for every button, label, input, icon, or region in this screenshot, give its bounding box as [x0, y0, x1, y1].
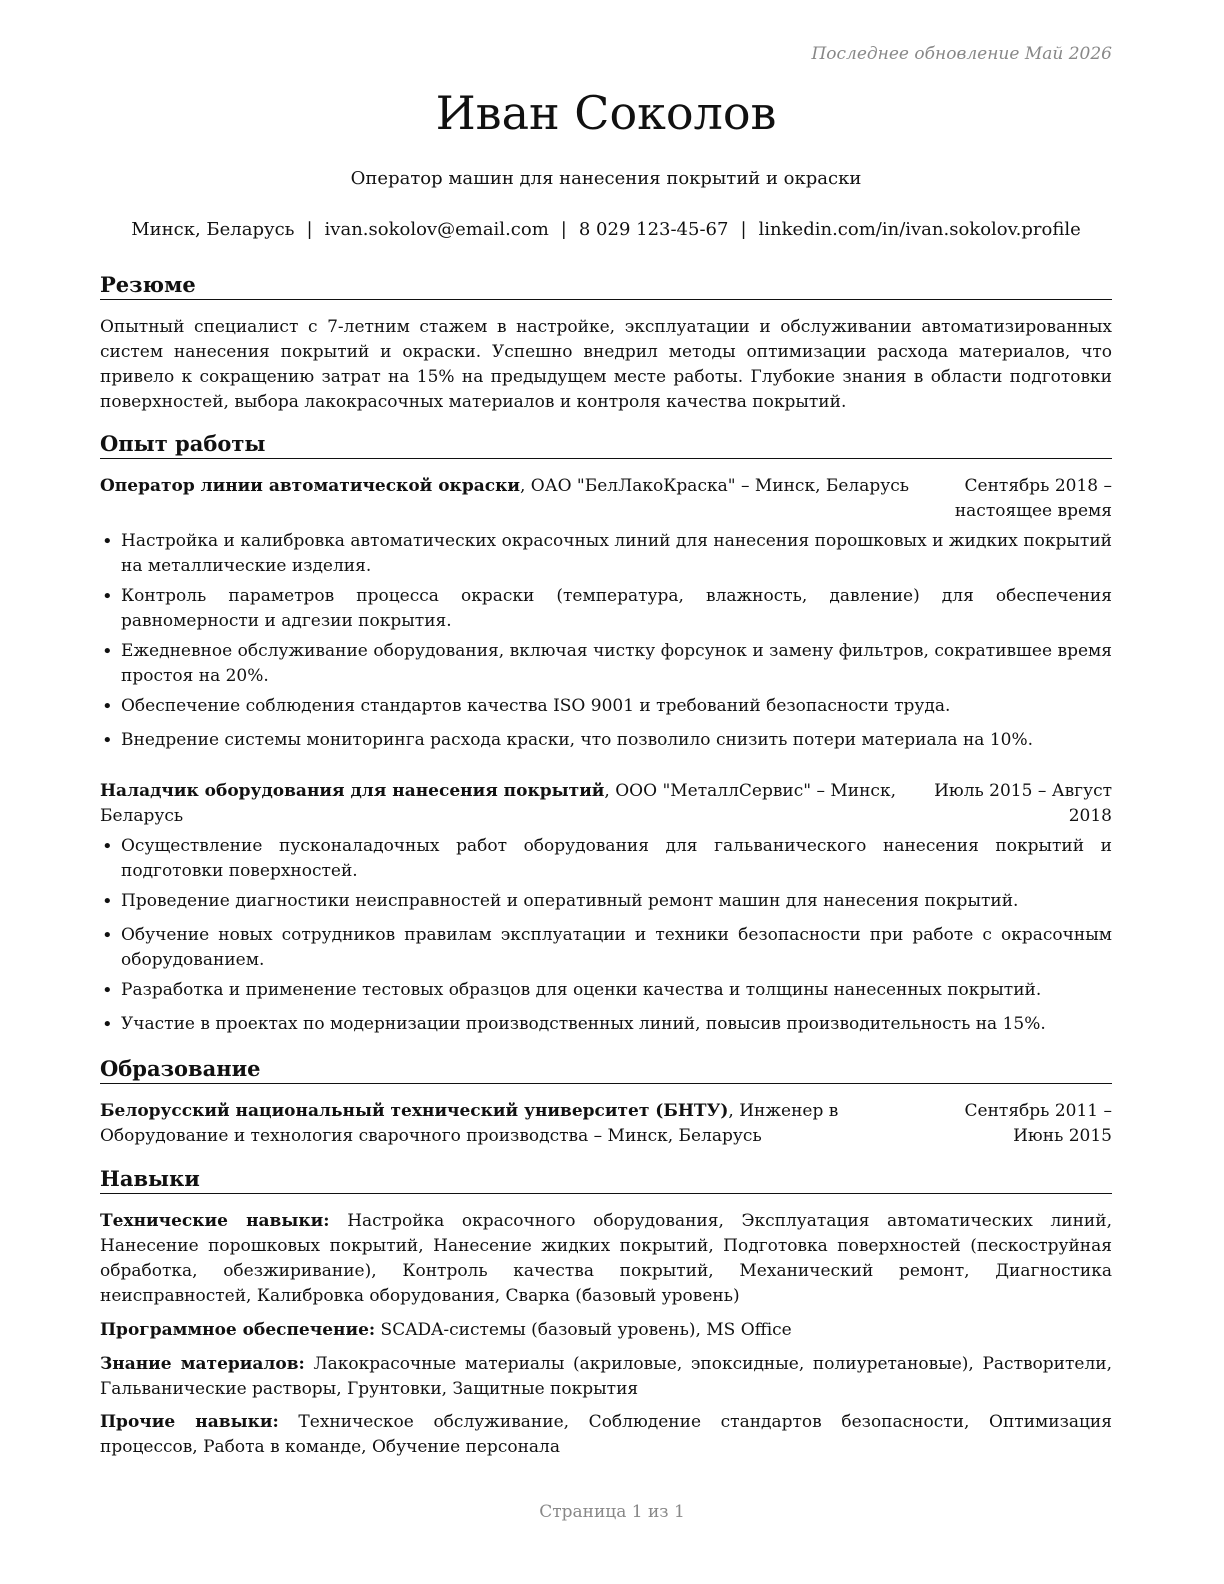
skill-label: Прочие навыки:	[100, 1412, 279, 1432]
job-position: Наладчик оборудования для нанесения покрытий	[100, 781, 605, 801]
section-heading-experience: Опыт работы	[100, 431, 1112, 459]
job-bullets	[100, 834, 1112, 1037]
list-item: • Внедрение системы мониторинга расхода краски, что позволило снизить потери материала на 10%.	[100, 728, 1112, 753]
location: Минск, Беларусь	[131, 219, 295, 240]
job-header	[100, 474, 1112, 524]
list-item: • Ежедневное обслуживание оборудования, включая чистку форсунок и замену фильтров, сократившее время простоя на 20%.	[100, 639, 1112, 689]
list-item: • Обучение новых сотрудников правилам эксплуатации и техники безопасности при работе с окрасочным оборудованием.	[100, 923, 1112, 973]
skill-group-software	[100, 1318, 1112, 1343]
job-position: Оператор линии автоматической окраски	[100, 476, 520, 496]
section-heading-skills: Навыки	[100, 1166, 1112, 1194]
separator: |	[740, 219, 747, 240]
job-header	[100, 779, 1112, 829]
education-details: , Инженер в Оборудование и технология сварочного производства – Минск, Беларусь	[100, 1101, 839, 1146]
skill-label: Технические навыки:	[100, 1211, 330, 1231]
skill-group-materials	[100, 1352, 1112, 1402]
phone: 8 029 123-45-67	[578, 219, 729, 240]
job-bullets	[100, 529, 1112, 753]
job-title-company	[100, 474, 930, 499]
list-item: • Участие в проектах по модернизации производственных линий, повысив производительность на 15%.	[100, 1012, 1112, 1037]
contact-line	[100, 219, 1112, 240]
separator: |	[306, 219, 313, 240]
education-dates: Сентябрь 2011 – Июнь 2015	[964, 1101, 1112, 1146]
skill-text: Техническое обслуживание, Соблюдение стандартов безопасности, Оптимизация процессов, Работа в команде, Обучение персонала	[100, 1412, 1112, 1457]
job-title-company	[100, 779, 908, 829]
job-company: , ОАО "БелЛакоКраска" – Минск, Беларусь	[519, 476, 910, 496]
education-entry	[100, 1099, 1112, 1149]
list-item: • Разработка и применение тестовых образцов для оценки качества и толщины нанесенных покрытий.	[100, 978, 1112, 1003]
skill-group-technical	[100, 1209, 1112, 1309]
list-item: • Настройка и калибровка автоматических окрасочных линий для нанесения порошковых и жидких покрытий на металлические изделия.	[100, 529, 1112, 579]
education-school: Белорусский национальный технический университет (БНТУ)	[100, 1101, 729, 1121]
job-dates: Сентябрь 2018 – настоящее время	[954, 476, 1112, 521]
skill-text: Лакокрасочные материалы (акриловые, эпоксидные, полиуретановые), Растворители, Гальванические растворы, Грунтовки, Защитные покрытия	[100, 1354, 1112, 1399]
candidate-name: Иван Соколов	[435, 86, 777, 140]
linkedin-link[interactable]: linkedin.com/in/ivan.sokolov.profile	[758, 219, 1081, 240]
section-heading-summary: Резюме	[100, 272, 1112, 300]
list-item: • Осуществление пусконаладочных работ оборудования для гальванического нанесения покрытий и подготовки поверхностей.	[100, 834, 1112, 884]
last-updated: Последнее обновление Май 2026	[811, 44, 1112, 64]
skill-group-other	[100, 1410, 1112, 1460]
candidate-title: Оператор машин для нанесения покрытий и окраски	[350, 168, 862, 189]
skill-text: SCADA-системы (базовый уровень), MS Office	[375, 1320, 792, 1340]
page-number: Страница 1 из 1	[539, 1502, 685, 1522]
job-dates: Июль 2015 – Август 2018	[934, 781, 1112, 826]
skill-label: Знание материалов:	[100, 1354, 305, 1374]
section-heading-education: Образование	[100, 1056, 1112, 1084]
list-item: • Контроль параметров процесса окраски (температура, влажность, давление) для обеспечения равномерности и адгезии покрытия.	[100, 584, 1112, 634]
list-item: • Проведение диагностики неисправностей и оперативный ремонт машин для нанесения покрытий.	[100, 889, 1112, 914]
summary-text: Опытный специалист с 7-летним стажем в настройке, эксплуатации и обслуживании автоматизированных систем нанесения покрытий и окраски. Успешно внедрил методы оптимизации расхода материалов, что привело к сокращению затрат на 15% на предыдущем месте работы. Глубокие знания в области подготовки поверхностей, выбора лакокрасочных материалов и контроля качества покрытий.	[100, 317, 1112, 412]
list-item: • Обеспечение соблюдения стандартов качества ISO 9001 и требований безопасности труда.	[100, 694, 1112, 719]
skill-label: Программное обеспечение:	[100, 1320, 376, 1340]
job-company: , ООО "МеталлСервис" – Минск, Беларусь	[100, 781, 896, 826]
education-school-degree	[100, 1099, 930, 1149]
email-link[interactable]: ivan.sokolov@email.com	[324, 219, 549, 240]
separator: |	[560, 219, 567, 240]
skill-text: Настройка окрасочного оборудования, Эксплуатация автоматических линий, Нанесение порошковых покрытий, Нанесение жидких покрытий, Подготовка поверхностей (пескоструйная обработка, обезжиривание), Контроль качества покрытий, Механический ремонт, Диагностика неисправностей, Калибровка оборудования, Сварка (базовый уровень)	[100, 1211, 1112, 1306]
